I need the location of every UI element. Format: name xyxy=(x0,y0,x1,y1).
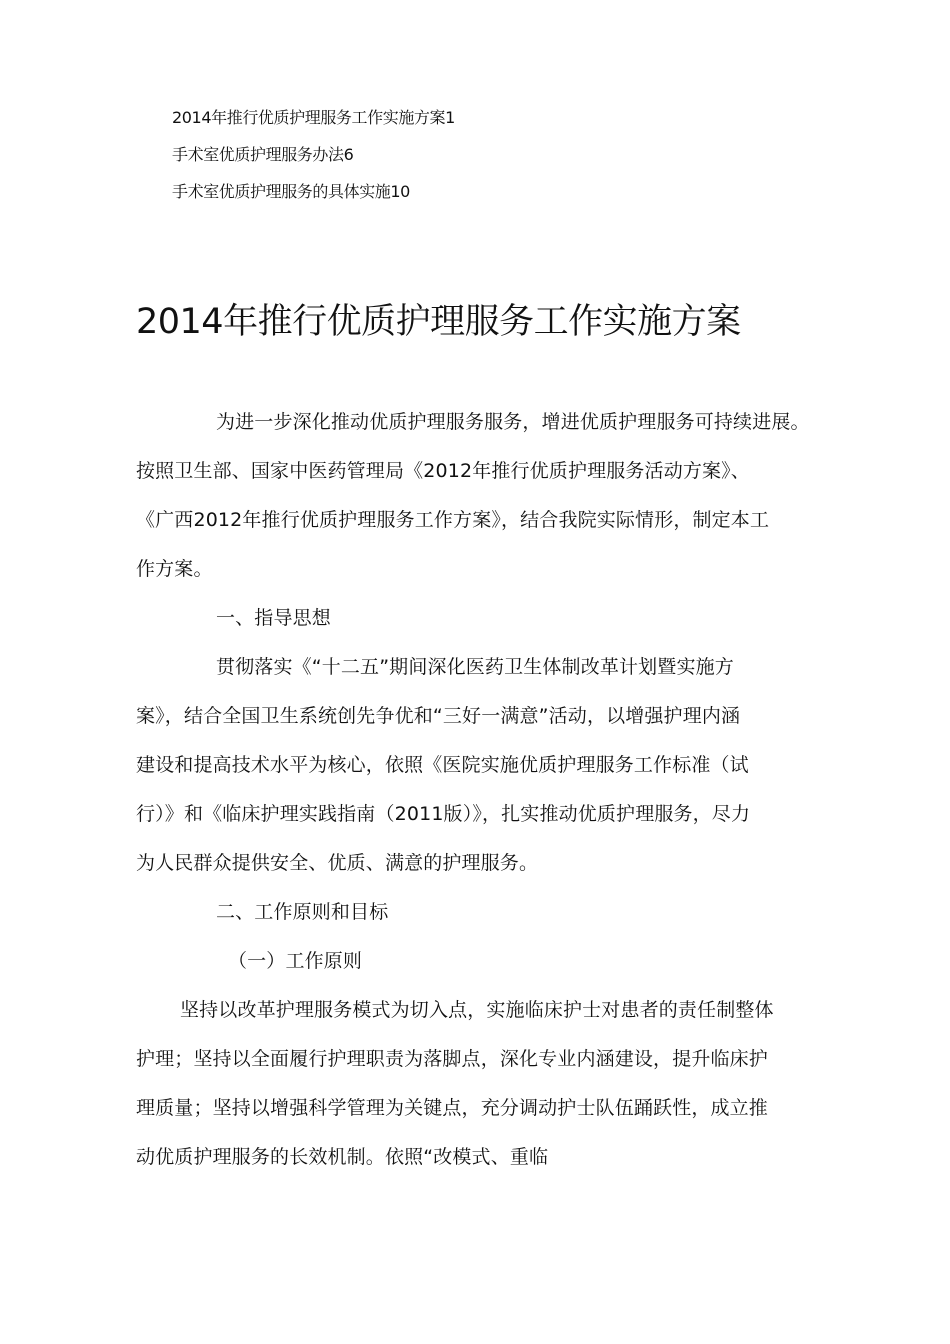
paragraph-line: 案》，结合全国卫生系统创先争优和“三好一满意”活动，以增强护理内涵 xyxy=(136,705,741,727)
paragraph-line: 护理；坚持以全面履行护理职责为落脚点，深化专业内涵建设，提升临床护 xyxy=(136,1048,768,1070)
document-title: 2014年推行优质护理服务工作实施方案 xyxy=(136,302,741,342)
paragraph-line: 坚持以改革护理服务模式为切入点，实施临床护士对患者的责任制整体 xyxy=(180,999,774,1021)
paragraph-line: 作方案。 xyxy=(136,558,213,580)
section-heading: 二、工作原则和目标 xyxy=(216,901,389,923)
paragraph-line: 理质量；坚持以增强科学管理为关键点，充分调动护士队伍踊跃性，成立推 xyxy=(136,1097,768,1119)
paragraph-line: 为进一步深化推动优质护理服务服务，增进优质护理服务可持续进展。 xyxy=(216,411,810,433)
paragraph-line: 为人民群众提供安全、优质、满意的护理服务。 xyxy=(136,852,539,874)
toc-item[interactable]: 手术室优质护理服务办法6 xyxy=(172,145,354,164)
paragraph-line: 《广西2012年推行优质护理服务工作方案》，结合我院实际情形，制定本工 xyxy=(136,509,770,531)
paragraph-line: 动优质护理服务的长效机制。依照“改模式、重临 xyxy=(136,1146,549,1168)
paragraph-line: 建设和提高技术水平为核心，依照《医院实施优质护理服务工作标准（试 xyxy=(136,754,749,776)
paragraph-line: 按照卫生部、国家中医药管理局《2012年推行优质护理服务活动方案》、 xyxy=(136,460,750,482)
section-heading: 一、指导思想 xyxy=(216,607,331,629)
toc-item[interactable]: 手术室优质护理服务的具体实施10 xyxy=(172,182,410,201)
paragraph-line: 贯彻落实《“十二五”期间深化医药卫生体制改革计划暨实施方 xyxy=(216,656,734,678)
paragraph-line: 行）》和《临床护理实践指南（2011版）》，扎实推动优质护理服务，尽力 xyxy=(136,803,751,825)
subsection-heading: （一）工作原则 xyxy=(228,950,363,972)
toc-item[interactable]: 2014年推行优质护理服务工作实施方案1 xyxy=(172,108,455,127)
table-of-contents xyxy=(172,108,772,219)
document-body xyxy=(136,410,826,1194)
